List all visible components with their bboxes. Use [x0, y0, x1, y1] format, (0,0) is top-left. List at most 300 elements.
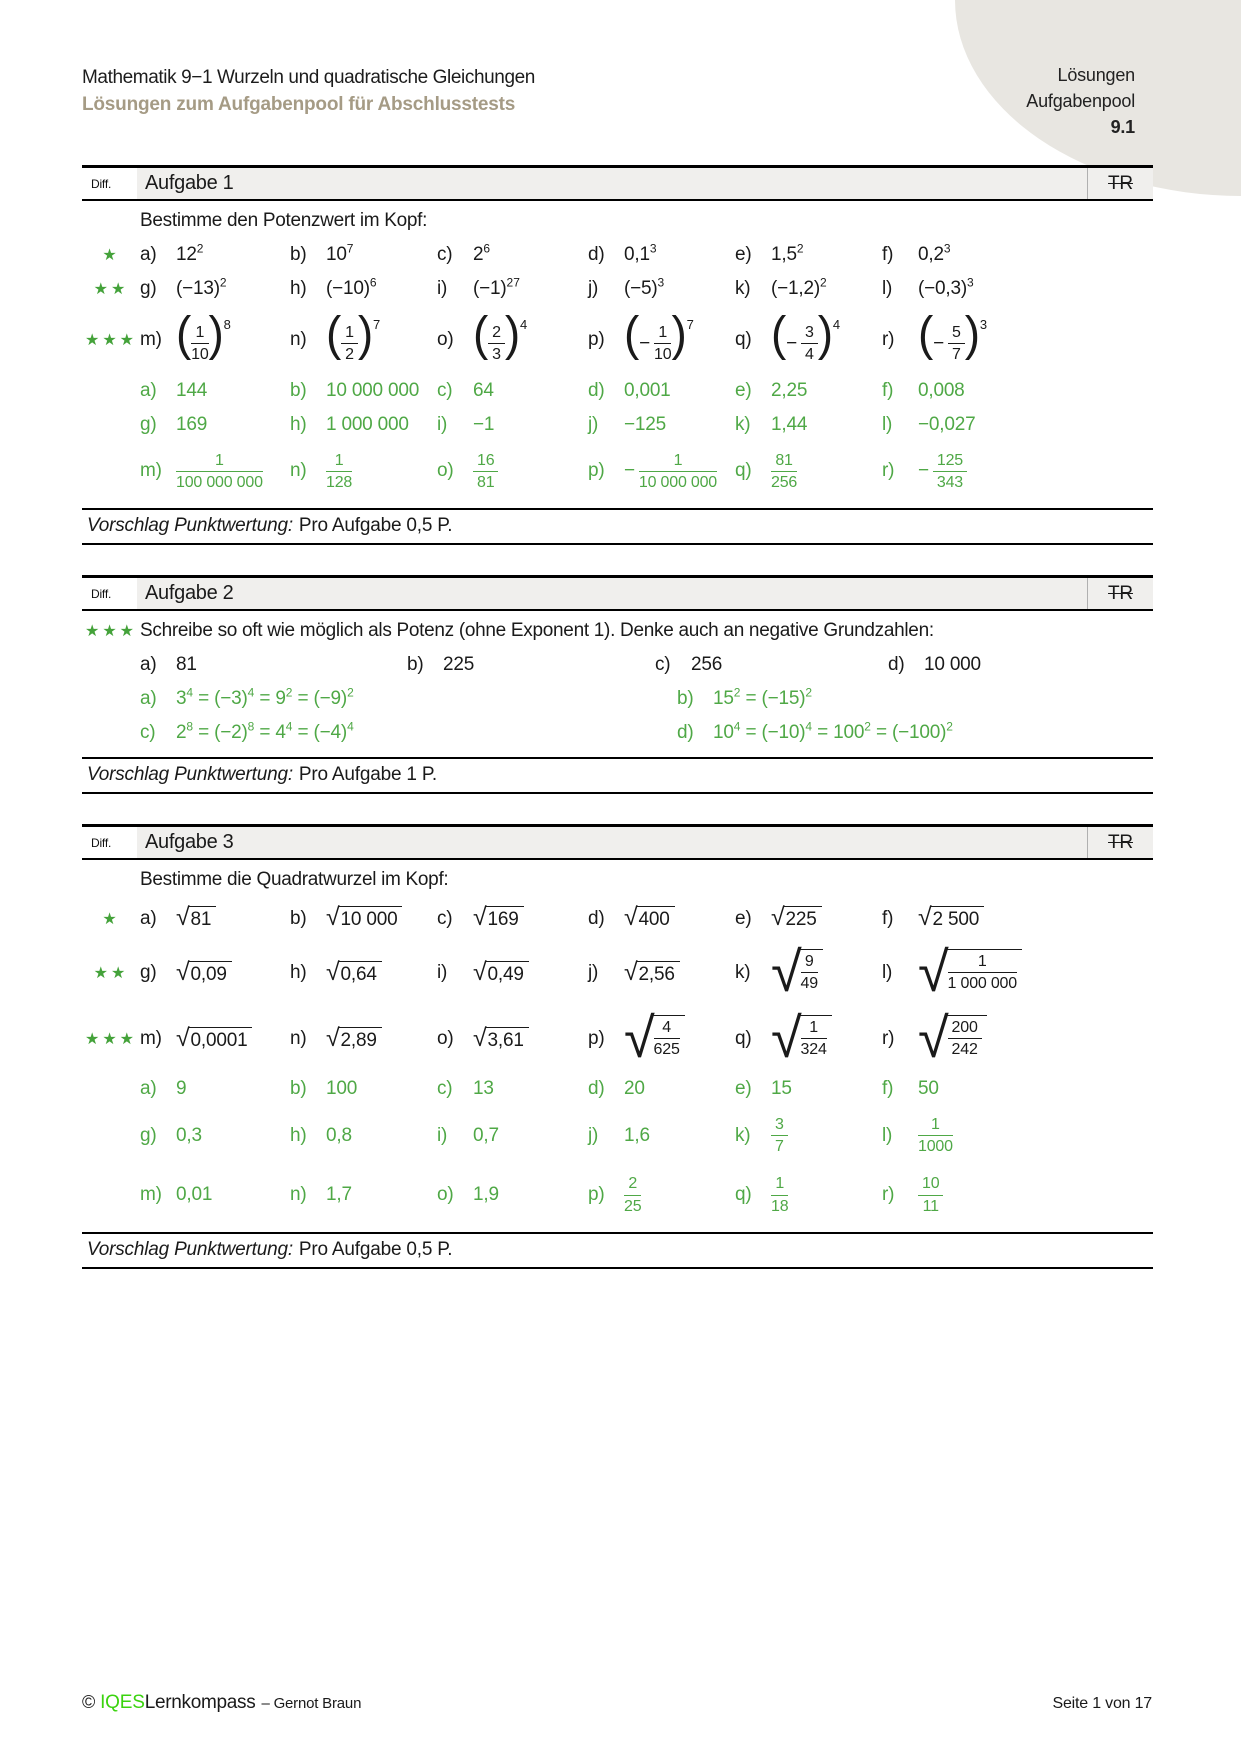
math-expression: ( $\frac{1}{2}$ )$^7$	[326, 305, 381, 364]
answer-item	[677, 685, 1153, 710]
question-item	[437, 903, 588, 932]
answer-item	[290, 414, 437, 436]
item-label: i)	[437, 413, 448, 435]
item-label: c)	[437, 379, 453, 401]
answer-item	[588, 414, 735, 436]
math-expression: √ 2,89	[326, 1027, 382, 1052]
answer-item	[735, 1115, 882, 1156]
answer-row	[82, 408, 1153, 442]
task-1-rows	[82, 201, 1153, 508]
math-expression: √ 400	[624, 906, 675, 931]
answer-item	[290, 380, 437, 402]
answer-item	[882, 1078, 1153, 1100]
question-item	[882, 275, 1153, 300]
question-row	[82, 1006, 1153, 1072]
math-expression: 256	[691, 654, 723, 676]
answer-item	[437, 451, 588, 492]
item-label: r)	[882, 328, 895, 350]
difficulty-stars: ★★	[93, 281, 129, 298]
instruction-row	[82, 204, 1153, 238]
math-expression: √ $\frac{9}{49}$	[771, 949, 823, 997]
answer-item	[588, 380, 735, 402]
item-label: p)	[588, 328, 605, 350]
answer-item	[882, 1115, 1153, 1156]
answer-item	[290, 1184, 437, 1206]
instruction-row	[82, 863, 1153, 897]
math-expression: (− $\frac{3}{4}$ )$^4$	[771, 305, 841, 364]
question-item	[588, 1006, 735, 1070]
item-label: m)	[140, 1028, 162, 1050]
math-expression: $(-1,2)^2$	[771, 275, 827, 299]
item-label: j)	[588, 962, 599, 984]
answer-value: 100	[326, 1078, 358, 1100]
item-label: n)	[290, 328, 307, 350]
task-title-bar	[137, 827, 1153, 858]
answer-value: 1,44	[771, 413, 808, 435]
math-expression: 81	[176, 654, 197, 676]
answer-value: 20	[624, 1078, 645, 1100]
task-title: Aufgabe 1	[145, 172, 234, 194]
question-item	[735, 241, 882, 266]
question-item	[140, 305, 290, 365]
copyright-icon: ©	[82, 1692, 96, 1712]
item-label: h)	[290, 1124, 307, 1146]
question-row	[82, 648, 1153, 682]
scoring-label: Vorschlag Punktwertung:	[87, 515, 293, 537]
item-label: j)	[588, 278, 599, 299]
item-label: k)	[735, 962, 751, 984]
item-label: b)	[290, 1078, 307, 1100]
difficulty-stars: ★★	[93, 965, 129, 983]
answer-value: $\frac{1}{128}$	[326, 451, 353, 491]
answer-row	[82, 1165, 1153, 1224]
difficulty-stars: ★	[102, 247, 120, 264]
question-item	[140, 275, 290, 300]
answer-value: $10^4 = (-10)^4 = 100^2 = (-100)^2$	[713, 719, 953, 744]
item-label: a)	[140, 244, 157, 265]
item-label: l)	[882, 962, 893, 984]
item-label: b)	[290, 379, 307, 401]
answer-value: $\frac{1}{100 000 000}$	[176, 451, 263, 491]
answer-item	[140, 414, 290, 436]
answer-value: 0,01	[176, 1184, 213, 1206]
scoring-row	[82, 508, 1153, 545]
math-expression: $2^6$	[473, 241, 491, 265]
question-item	[735, 305, 882, 365]
question-item	[882, 305, 1153, 365]
question-item	[290, 241, 437, 266]
task-section-3	[82, 824, 1153, 1269]
answer-item	[882, 1174, 1153, 1215]
question-item	[290, 1023, 437, 1052]
author-name: – Gernot Braun	[261, 1695, 362, 1712]
item-label: c)	[140, 722, 156, 744]
item-label: a)	[140, 907, 157, 929]
answer-item	[735, 451, 882, 492]
scoring-value: Pro Aufgabe 0,5 P.	[298, 1238, 453, 1260]
item-label: i)	[437, 1124, 448, 1146]
item-label: m)	[140, 328, 162, 350]
math-expression: √ 0,0001	[176, 1027, 252, 1052]
answer-item	[588, 1125, 735, 1147]
answer-item	[140, 451, 290, 492]
item-label: r)	[882, 1184, 895, 1206]
difficulty-gutter	[82, 620, 140, 642]
answer-item	[290, 451, 437, 492]
math-expression: √ 0,09	[176, 961, 232, 986]
item-label: f)	[882, 1078, 894, 1100]
item-label: h)	[290, 962, 307, 984]
diff-column-header: Diff.	[82, 827, 137, 858]
question-row	[82, 940, 1153, 1006]
math-expression: $0,1^3$	[624, 241, 657, 265]
answer-item	[437, 380, 588, 402]
answer-row	[82, 442, 1153, 501]
item-label: m)	[140, 460, 162, 482]
tr-label: TR	[1087, 827, 1153, 858]
item-label: d)	[677, 722, 694, 744]
item-label: b)	[290, 244, 307, 265]
item-label: b)	[677, 688, 694, 710]
task-section-1	[82, 165, 1153, 545]
math-expression: (− $\frac{5}{7}$ )$^3$	[918, 305, 988, 364]
answer-item	[290, 1125, 437, 1147]
answer-item	[735, 1174, 882, 1215]
answer-value: 50	[918, 1078, 939, 1100]
task-3-header	[82, 824, 1153, 860]
item-label: b)	[290, 907, 307, 929]
math-expression: ( $\frac{2}{3}$ )$^4$	[473, 305, 528, 364]
math-expression: $1,5^2$	[771, 241, 804, 265]
item-label: e)	[735, 907, 752, 929]
answer-value: 2,25	[771, 379, 808, 401]
answer-value: 0,008	[918, 379, 965, 401]
answer-value: $\frac{16}{81}$	[473, 451, 498, 492]
item-label: p)	[588, 1184, 605, 1206]
question-item	[588, 275, 735, 300]
math-expression: √ 10 000	[326, 906, 402, 931]
answer-item	[588, 451, 735, 492]
answer-item	[290, 1078, 437, 1100]
question-item	[882, 1006, 1153, 1070]
answer-value: 1,9	[473, 1184, 499, 1206]
item-label: l)	[882, 1124, 893, 1146]
answer-item	[882, 414, 1153, 436]
item-label: o)	[437, 328, 454, 350]
item-label: d)	[588, 379, 605, 401]
item-label: q)	[735, 328, 752, 350]
answer-value: $\frac{81}{256}$	[771, 451, 798, 491]
answer-item	[735, 380, 882, 402]
scoring-label: Vorschlag Punktwertung:	[87, 764, 293, 786]
task-section-2	[82, 575, 1153, 794]
math-expression: $12^2$	[176, 241, 204, 265]
item-label: g)	[140, 1124, 157, 1146]
item-label: i)	[437, 962, 448, 984]
scoring-value: Pro Aufgabe 0,5 P.	[298, 515, 453, 537]
question-item	[588, 957, 735, 986]
item-label: j)	[588, 413, 599, 435]
answer-item	[437, 1125, 588, 1147]
answer-row	[82, 716, 1153, 750]
difficulty-stars: ★★★	[84, 623, 138, 641]
question-item	[882, 940, 1153, 1004]
difficulty-gutter	[82, 278, 140, 300]
math-expression: 10 000	[924, 654, 981, 676]
math-expression: (− $\frac{1}{10}$ )$^7$	[624, 305, 694, 364]
answer-item	[735, 1078, 882, 1100]
question-item	[588, 305, 735, 365]
answer-item	[140, 1078, 290, 1100]
math-expression: $0,2^3$	[918, 241, 951, 265]
item-label: e)	[735, 379, 752, 401]
answer-value: $\frac{3}{7}$	[771, 1115, 788, 1156]
answer-value: 15	[771, 1078, 792, 1100]
question-item	[290, 903, 437, 932]
item-label: n)	[290, 1028, 307, 1050]
math-expression: $(-1)^{27}$	[473, 275, 520, 299]
math-expression: $(-0,3)^3$	[918, 275, 974, 299]
scoring-label: Vorschlag Punktwertung:	[87, 1238, 293, 1260]
brand-lernkompass: Lernkompass	[144, 1692, 256, 1713]
item-label: q)	[735, 1184, 752, 1206]
math-expression: √ 225	[771, 906, 822, 931]
answer-value: $\frac{10}{11}$	[918, 1174, 943, 1215]
item-label: l)	[882, 278, 893, 299]
math-expression: $(-10)^6$	[326, 275, 377, 299]
math-expression: √ 169	[473, 906, 524, 931]
answer-value: 1,6	[624, 1124, 650, 1146]
difficulty-stars: ★	[102, 910, 120, 928]
item-label: f)	[882, 244, 894, 265]
answer-value: $15^2 = (-15)^2$	[713, 685, 813, 710]
answer-row	[82, 374, 1153, 408]
question-item	[655, 654, 888, 676]
answer-value: 1,7	[326, 1184, 352, 1206]
item-label: r)	[882, 460, 895, 482]
difficulty-gutter	[82, 244, 140, 266]
task-1-header	[82, 165, 1153, 201]
math-expression: $(-13)^2$	[176, 275, 227, 299]
task-instruction: Bestimme die Quadratwurzel im Kopf:	[140, 869, 449, 891]
worksheet-body	[82, 165, 1153, 1269]
question-item	[407, 654, 655, 676]
answer-item	[140, 380, 290, 402]
answer-item	[140, 1125, 290, 1147]
item-label: e)	[735, 1078, 752, 1100]
question-row	[82, 238, 1153, 272]
question-item	[735, 940, 882, 1004]
task-title: Aufgabe 2	[145, 582, 234, 605]
document-title: Mathematik 9−1 Wurzeln und quadratische Gleichungen	[82, 67, 535, 88]
difficulty-gutter	[82, 1028, 140, 1050]
answer-item	[140, 685, 677, 710]
question-item	[888, 654, 1153, 676]
answer-value: $\frac{2}{25}$	[624, 1175, 642, 1215]
item-label: a)	[140, 688, 157, 710]
answer-row	[82, 1072, 1153, 1106]
answer-value: 10 000 000	[326, 379, 420, 401]
item-label: d)	[888, 654, 905, 676]
difficulty-gutter	[82, 908, 140, 930]
item-label: h)	[290, 413, 307, 435]
item-label: d)	[588, 907, 605, 929]
question-item	[588, 241, 735, 266]
item-label: g)	[140, 278, 157, 299]
diff-column-header: Diff.	[82, 578, 137, 609]
answer-value: 0,8	[326, 1124, 352, 1146]
answer-item	[437, 414, 588, 436]
task-3-rows	[82, 860, 1153, 1232]
answer-value: 0,001	[624, 379, 671, 401]
answer-item	[882, 380, 1153, 402]
item-label: e)	[735, 244, 752, 265]
scoring-value: Pro Aufgabe 1 P.	[298, 764, 437, 786]
question-item	[437, 241, 588, 266]
item-label: c)	[437, 244, 453, 265]
item-label: q)	[735, 1028, 752, 1050]
answer-item	[677, 719, 1153, 744]
answer-value: 13	[473, 1078, 494, 1100]
answer-value: $\frac{1}{1000}$	[918, 1116, 953, 1156]
difficulty-gutter	[82, 962, 140, 984]
question-item	[140, 957, 290, 986]
answer-row	[82, 682, 1153, 716]
math-expression: √ 0,49	[473, 961, 529, 986]
math-expression: √ 0,64	[326, 961, 382, 986]
tr-label: TR	[1087, 578, 1153, 609]
scoring-row	[82, 1232, 1153, 1269]
answer-value: − $\frac{125}{343}$	[918, 451, 967, 492]
answer-value: 1 000 000	[326, 413, 409, 435]
item-label: q)	[735, 460, 752, 482]
difficulty-gutter	[82, 329, 140, 351]
item-label: a)	[140, 654, 157, 676]
item-label: d)	[588, 244, 605, 265]
math-expression: $(-5)^3$	[624, 275, 665, 299]
question-row	[82, 897, 1153, 940]
instruction-row	[82, 614, 1153, 648]
math-expression: √ $\frac{200}{242}$	[918, 1015, 987, 1063]
item-label: h)	[290, 278, 307, 299]
question-item	[290, 305, 437, 365]
item-label: c)	[437, 907, 453, 929]
item-label: k)	[735, 1124, 751, 1146]
question-item	[735, 903, 882, 932]
item-label: a)	[140, 379, 157, 401]
item-label: k)	[735, 278, 751, 299]
answer-value: −1	[473, 413, 495, 435]
math-expression: √ $\frac{1}{324}$	[771, 1015, 832, 1063]
item-label: c)	[437, 1078, 453, 1100]
answer-item	[735, 414, 882, 436]
question-item	[437, 275, 588, 300]
answer-value: $\frac{1}{18}$	[771, 1175, 789, 1215]
question-item	[290, 957, 437, 986]
item-label: o)	[437, 1028, 454, 1050]
answer-item	[140, 719, 677, 744]
answer-value: 144	[176, 379, 208, 401]
item-label: d)	[588, 1078, 605, 1100]
math-expression: ( $\frac{1}{10}$ )$^8$	[176, 305, 231, 364]
answer-item	[437, 1078, 588, 1100]
question-item	[140, 1023, 290, 1052]
answer-value: 0,7	[473, 1124, 499, 1146]
answer-value: 169	[176, 413, 208, 435]
math-expression: √ 2 500	[918, 906, 984, 931]
difficulty-stars: ★★★	[84, 1031, 138, 1049]
item-label: i)	[437, 278, 448, 299]
math-expression: √ 3,61	[473, 1027, 529, 1052]
item-label: p)	[588, 460, 605, 482]
item-label: l)	[882, 413, 893, 435]
question-item	[437, 305, 588, 365]
item-label: f)	[882, 907, 894, 929]
difficulty-stars: ★★★	[84, 331, 138, 349]
task-2-rows	[82, 611, 1153, 757]
answer-value: 9	[176, 1078, 187, 1100]
brand-iqes: IQES	[100, 1692, 145, 1713]
task-instruction: Bestimme den Potenzwert im Kopf:	[140, 210, 428, 231]
item-label: p)	[588, 1028, 605, 1050]
question-item	[140, 241, 290, 266]
question-row	[82, 272, 1153, 306]
item-label: o)	[437, 460, 454, 482]
answer-value: $2^8 = (-2)^8 = 4^4 = (-4)^4$	[176, 719, 354, 744]
answer-item	[437, 1184, 588, 1206]
math-expression: 225	[443, 654, 475, 676]
task-title-bar	[137, 578, 1153, 609]
document-header	[82, 64, 535, 118]
question-item	[437, 1023, 588, 1052]
item-label: m)	[140, 1184, 162, 1206]
math-expression: √ $\frac{1}{1 000 000}$	[918, 949, 1022, 997]
task-title-bar	[137, 168, 1153, 199]
item-label: k)	[735, 413, 751, 435]
document-subtitle: Lösungen zum Aufgabenpool für Abschlusstests	[82, 94, 516, 115]
item-label: o)	[437, 1184, 454, 1206]
page-number: Seite 1 von 17	[1052, 1695, 1152, 1712]
diff-column-header: Diff.	[82, 168, 137, 199]
question-item	[735, 1006, 882, 1070]
answer-value: $3^4 = (-3)^4 = 9^2 = (-9)^2$	[176, 685, 354, 710]
answer-value: 64	[473, 379, 494, 401]
question-item	[437, 957, 588, 986]
item-label: r)	[882, 1028, 895, 1050]
answer-row	[82, 1106, 1153, 1165]
question-item	[140, 654, 407, 676]
item-label: j)	[588, 1124, 599, 1146]
corner-line-loesungen: Lösungen	[1057, 65, 1135, 85]
math-expression: √ 2,56	[624, 961, 680, 986]
item-label: b)	[407, 654, 424, 676]
corner-version: 9.1	[1110, 117, 1135, 137]
tr-label: TR	[1087, 168, 1153, 199]
corner-label	[1026, 62, 1135, 140]
page-footer	[82, 1692, 1152, 1714]
math-expression: $10^7$	[326, 241, 354, 265]
answer-item	[588, 1078, 735, 1100]
item-label: a)	[140, 1078, 157, 1100]
question-item	[290, 275, 437, 300]
answer-item	[140, 1184, 290, 1206]
math-expression: √ 81	[176, 906, 216, 931]
item-label: c)	[655, 654, 671, 676]
item-label: g)	[140, 962, 157, 984]
answer-item	[882, 451, 1153, 492]
question-item	[735, 275, 882, 300]
question-item	[588, 903, 735, 932]
